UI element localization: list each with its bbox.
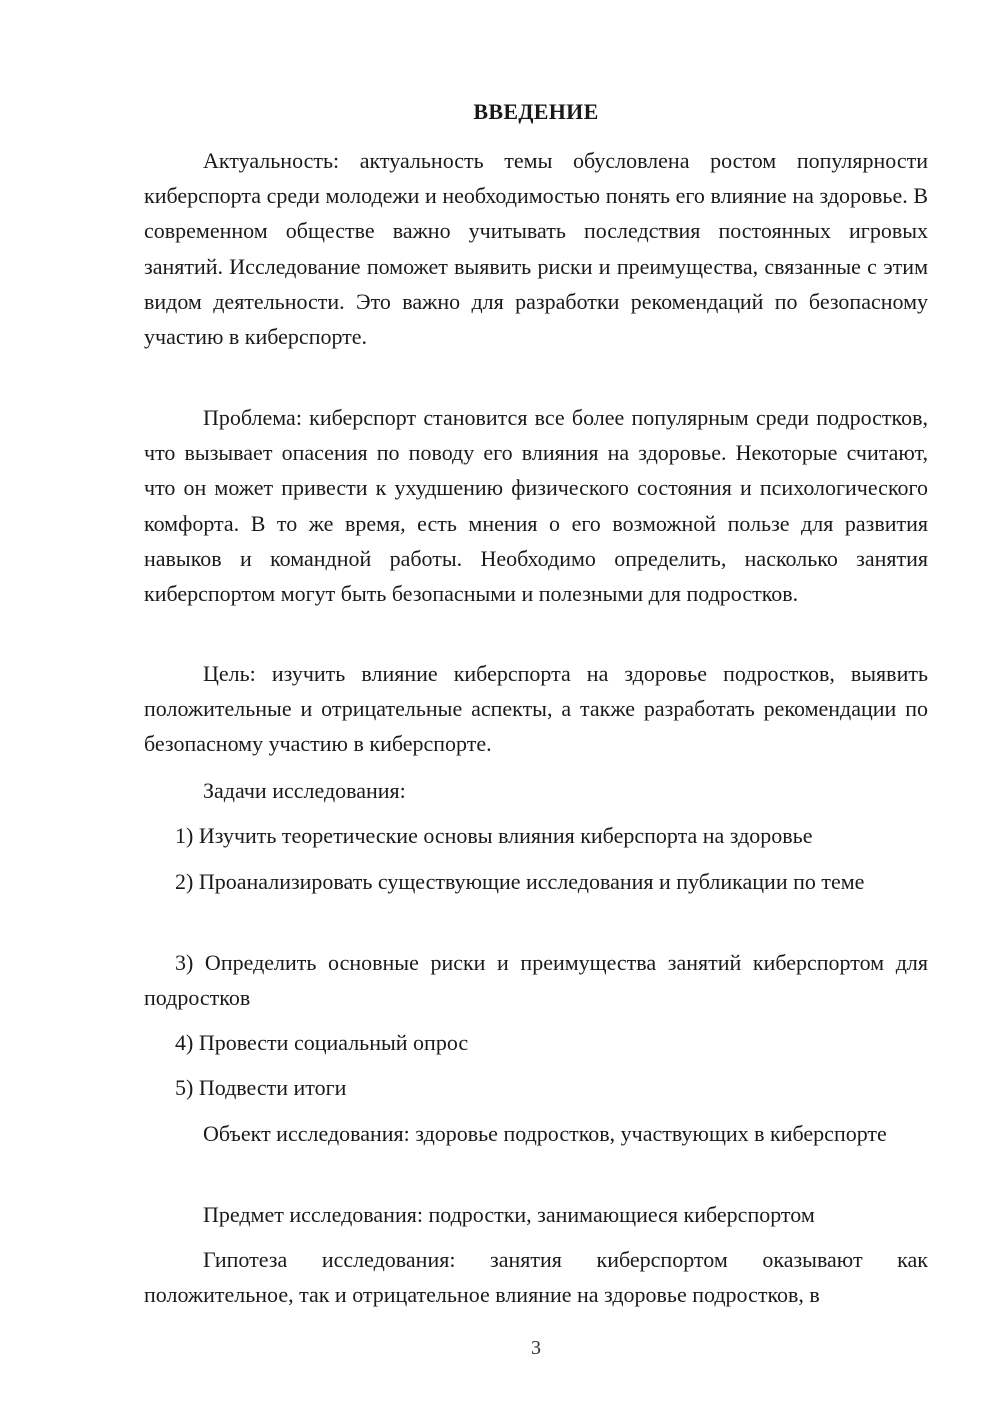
task-item-3: 3) Определить основные риски и преимущества занятий киберспортом для подростков	[144, 950, 928, 1011]
paragraph-relevance: Актуальность: актуальность темы обусловлена ростом популярности киберспорта среди молодежи и необходимостью понять его влияние на здоровье. В современном обществе важно учитывать последствия постоянных игровых занятий. Исследование поможет выявить риски и преимущества, связанные с этим видом деятельности. Это важно для разработки рекомендаций по безопасному участию в киберспорте.	[144, 148, 928, 350]
paragraph-tasks-heading: Задачи исследования:	[203, 778, 406, 803]
paragraph-goal: Цель: изучить влияние киберспорта на здоровье подростков, выявить положительные и отрицательные аспекты, а также разработать рекомендации по безопасному участию в киберспорте.	[144, 661, 928, 757]
page-title: ВВЕДЕНИЕ	[473, 99, 599, 124]
task-item-1: 1) Изучить теоретические основы влияния киберспорта на здоровье	[175, 823, 813, 848]
paragraph-subject: Предмет исследования: подростки, занимающиеся киберспортом	[203, 1202, 815, 1227]
page-number: 3	[531, 1337, 541, 1359]
paragraph-hypothesis: Гипотеза исследования: занятия киберспортом оказывают как положительное, так и отрицательное влияние на здоровье подростков, в	[144, 1247, 928, 1308]
task-item-2: 2) Проанализировать существующие исследования и публикации по теме	[175, 869, 865, 894]
paragraph-problem: Проблема: киберспорт становится все более популярным среди подростков, что вызывает опасения по поводу его влияния на здоровье. Некоторые считают, что он может привести к ухудшению физического состояния и психологического комфорта. В то же время, есть мнения о его возможной пользе для развития навыков и командной работы. Необходимо определить, насколько занятия киберспортом могут быть безопасными и полезными для подростков.	[144, 405, 928, 607]
task-item-5: 5) Подвести итоги	[175, 1075, 347, 1100]
task-item-4: 4) Провести социальный опрос	[175, 1030, 469, 1055]
paragraph-object: Объект исследования: здоровье подростков, участвующих в киберспорте	[203, 1121, 887, 1146]
